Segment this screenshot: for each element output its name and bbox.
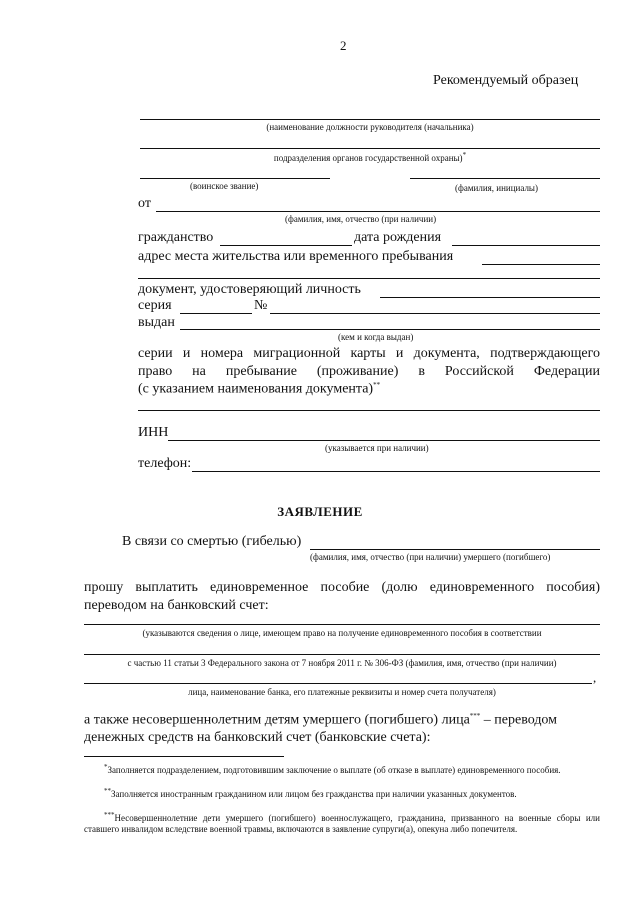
- citizenship-line[interactable]: [220, 245, 352, 246]
- number-line[interactable]: [270, 313, 600, 314]
- rank-line[interactable]: [140, 178, 330, 179]
- statement-title: ЗАЯВЛЕНИЕ: [277, 504, 363, 519]
- number-label: №: [254, 298, 268, 313]
- deceased-caption: (фамилия, имя, отчество (при наличии) умершего (погибшего): [310, 552, 551, 562]
- recipient-caption-1: (указываются сведения о лице, имеющем право на получение единовременного пособия в соответствии: [142, 628, 542, 638]
- from-label: от: [138, 196, 151, 211]
- name-initials-caption: (фамилия, инициалы): [455, 183, 538, 193]
- recipient-line-2[interactable]: [84, 654, 600, 655]
- footnote-2: **Заполняется иностранным гражданином или лицом без гражданства при наличии указанных документов.: [104, 787, 517, 799]
- address-label: адрес места жительства или временного пребывания: [138, 249, 454, 264]
- citizenship-label: гражданство: [138, 230, 214, 245]
- children-line-2: денежных средств на банковский счет (банковские счета):: [84, 730, 431, 745]
- birth-date-label: дата рождения: [354, 230, 442, 245]
- rank-caption: (воинское звание): [190, 181, 259, 191]
- children-line-1: а также несовершеннолетним детям умершего (погибшего) лица*** – переводом: [84, 712, 558, 728]
- recipient-caption-3: лица, наименование банка, его платежные реквизиты и номер счета получателя): [188, 687, 496, 697]
- migration-text-line-1: серии и номера миграционной карты и документа, подтверждающего: [138, 346, 600, 361]
- recipient-comma: ,: [593, 670, 597, 685]
- id-document-line[interactable]: [380, 297, 600, 298]
- footnote-3: ***Несовершеннолетние дети умершего (погибшего) военнослужащего, гражданина, призванного на военные сборы или ставшего инвалидом вследствие военной травмы, включаются в заявление супруги(а), опекуна либо попечителя.: [84, 811, 600, 834]
- series-label: серия: [138, 298, 172, 313]
- page-number: 2: [340, 38, 347, 53]
- series-line[interactable]: [180, 313, 252, 314]
- unit-caption: подразделения органов государственной охраны)*: [273, 151, 467, 163]
- birth-date-line[interactable]: [452, 245, 600, 246]
- id-document-label: документ, удостоверяющий личность: [138, 282, 361, 297]
- name-initials-line[interactable]: [410, 178, 600, 179]
- migration-text-line-2: право на пребывание (проживание) в Российской Федерации: [138, 364, 600, 379]
- from-line[interactable]: [156, 211, 600, 212]
- phone-line[interactable]: [192, 471, 600, 472]
- inn-caption: (указывается при наличии): [325, 443, 429, 453]
- recipient-line-1[interactable]: [84, 624, 600, 625]
- request-line-2: переводом на банковский счет:: [84, 598, 269, 613]
- migration-line-1[interactable]: [138, 410, 600, 411]
- issued-caption: (кем и когда выдан): [338, 332, 414, 342]
- inn-line[interactable]: [168, 440, 600, 441]
- inn-label: ИНН: [138, 425, 169, 440]
- migration-text-line-3: (с указанием наименования документа)**: [138, 381, 381, 397]
- footnote-separator: [84, 756, 284, 757]
- death-text: В связи со смертью (гибелью): [122, 534, 302, 549]
- request-line-1: прошу выплатить единовременное пособие (долю единовременного пособия): [84, 580, 600, 595]
- issued-line[interactable]: [180, 329, 600, 330]
- head-position-caption: (наименование должности руководителя (начальника): [266, 122, 474, 132]
- from-caption: (фамилия, имя, отчество (при наличии): [285, 214, 437, 224]
- address-line-2[interactable]: [138, 278, 600, 279]
- head-position-line[interactable]: [140, 119, 600, 120]
- recipient-line-3[interactable]: [84, 683, 592, 684]
- sample-label: Рекомендуемый образец: [433, 73, 579, 88]
- deceased-line[interactable]: [310, 549, 600, 550]
- unit-line[interactable]: [140, 148, 600, 149]
- address-line-1[interactable]: [482, 264, 600, 265]
- issued-label: выдан: [138, 315, 175, 330]
- footnote-1: *Заполняется подразделением, подготовившим заключение о выплате (об отказе в выплате) единовременного пособия.: [104, 763, 561, 775]
- recipient-caption-2: с частью 11 статьи 3 Федерального закона от 7 ноября 2011 г. № 306-ФЗ (фамилия, имя, отчество (при наличии): [127, 658, 557, 668]
- phone-label: телефон:: [138, 456, 192, 471]
